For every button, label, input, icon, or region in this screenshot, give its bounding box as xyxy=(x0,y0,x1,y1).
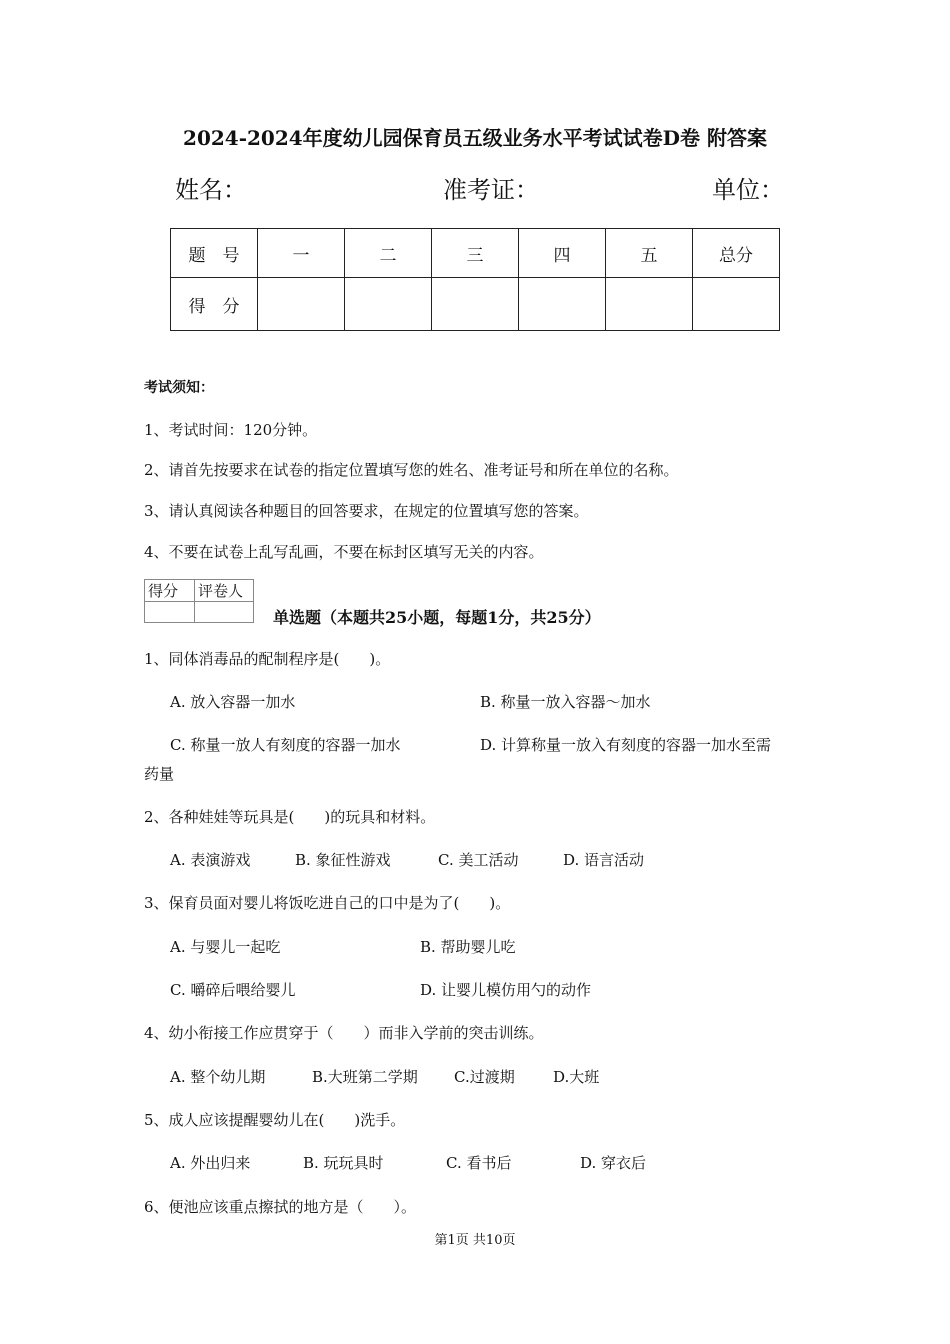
question-4-option-a: A. 整个幼儿期 xyxy=(170,1068,266,1086)
unit-field-label: 单位： xyxy=(712,176,784,204)
question-2-option-d: D. 语言活动 xyxy=(563,851,645,869)
question-4-option-d: D.大班 xyxy=(553,1068,600,1086)
question-1-option-d: D. 计算称量一放入有刻度的容器一加水至需 xyxy=(480,736,772,754)
grader-score-cell[interactable] xyxy=(145,602,195,623)
question-5-option-b: B. 玩玩具时 xyxy=(303,1154,384,1172)
question-1: 1、同体消毒品的配制程序是( )。 xyxy=(144,650,391,668)
score-cell[interactable] xyxy=(606,278,693,331)
header-cell-label: 题 号 xyxy=(171,229,258,278)
grader-box xyxy=(144,579,254,623)
score-cell[interactable] xyxy=(258,278,345,331)
score-table xyxy=(170,228,780,331)
question-3: 3、保育员面对婴儿将饭吃进自己的口中是为了( )。 xyxy=(144,894,511,912)
question-3-option-a: A. 与婴儿一起吃 xyxy=(170,938,281,956)
score-table-header-row xyxy=(171,229,780,278)
question-4-option-c: C.过渡期 xyxy=(454,1068,515,1086)
question-5-option-a: A. 外出归来 xyxy=(170,1154,251,1172)
question-1-option-b: B. 称量一放入容器～加水 xyxy=(480,693,651,711)
question-1-option-d-wrap: 药量 xyxy=(144,765,175,783)
notice-item: 3、请认真阅读各种题目的回答要求，在规定的位置填写您的答案。 xyxy=(144,502,589,520)
name-field-label: 姓名： xyxy=(175,176,247,204)
score-cell[interactable] xyxy=(519,278,606,331)
notice-item: 4、不要在试卷上乱写乱画，不要在标封区填写无关的内容。 xyxy=(144,543,544,561)
question-3-option-d: D. 让婴儿模仿用勺的动作 xyxy=(420,981,592,999)
header-cell-2: 二 xyxy=(345,229,432,278)
header-cell-total: 总分 xyxy=(693,229,780,278)
question-2-option-b: B. 象征性游戏 xyxy=(295,851,391,869)
notice-item: 1、考试时间：120分钟。 xyxy=(144,421,318,439)
header-cell-4: 四 xyxy=(519,229,606,278)
question-6: 6、便池应该重点擦拭的地方是（ ）。 xyxy=(144,1198,417,1216)
header-cell-1: 一 xyxy=(258,229,345,278)
question-2-option-a: A. 表演游戏 xyxy=(170,851,251,869)
notice-item: 2、请首先按要求在试卷的指定位置填写您的姓名、准考证号和所在单位的名称。 xyxy=(144,461,679,479)
question-5-option-d: D. 穿衣后 xyxy=(580,1154,647,1172)
exam-title: 2024-2024年度幼儿园保育员五级业务水平考试试卷D卷 附答案 xyxy=(183,126,767,150)
score-cell[interactable] xyxy=(432,278,519,331)
grader-name-cell[interactable] xyxy=(195,602,254,623)
exam-number-field-label: 准考证： xyxy=(443,176,539,204)
question-2: 2、各种娃娃等玩具是( )的玩具和材料。 xyxy=(144,808,436,826)
question-1-option-a: A. 放入容器一加水 xyxy=(170,693,296,711)
section-title: 单选题（本题共25小题，每题1分，共25分） xyxy=(273,608,601,627)
question-5: 5、成人应该提醒婴幼儿在( )洗手。 xyxy=(144,1111,406,1129)
question-3-option-b: B. 帮助婴儿吃 xyxy=(420,938,516,956)
question-1-option-c: C. 称量一放人有刻度的容器一加水 xyxy=(170,736,401,754)
header-cell-5: 五 xyxy=(606,229,693,278)
question-4-option-b: B.大班第二学期 xyxy=(312,1068,418,1086)
notice-title: 考试须知： xyxy=(144,380,214,396)
question-5-option-c: C. 看书后 xyxy=(446,1154,512,1172)
score-cell[interactable] xyxy=(345,278,432,331)
grader-score-label: 得分 xyxy=(145,580,195,602)
page-footer: 第1页 共10页 xyxy=(434,1233,516,1248)
question-2-option-c: C. 美工活动 xyxy=(438,851,519,869)
question-3-option-c: C. 嚼碎后喂给婴儿 xyxy=(170,981,296,999)
question-4: 4、幼小衔接工作应贯穿于（ ）而非入学前的突击训练。 xyxy=(144,1024,544,1042)
score-cell[interactable] xyxy=(693,278,780,331)
header-cell-3: 三 xyxy=(432,229,519,278)
grader-name-label: 评卷人 xyxy=(195,580,254,602)
score-row-label: 得 分 xyxy=(171,278,258,331)
score-table-score-row xyxy=(171,278,780,331)
